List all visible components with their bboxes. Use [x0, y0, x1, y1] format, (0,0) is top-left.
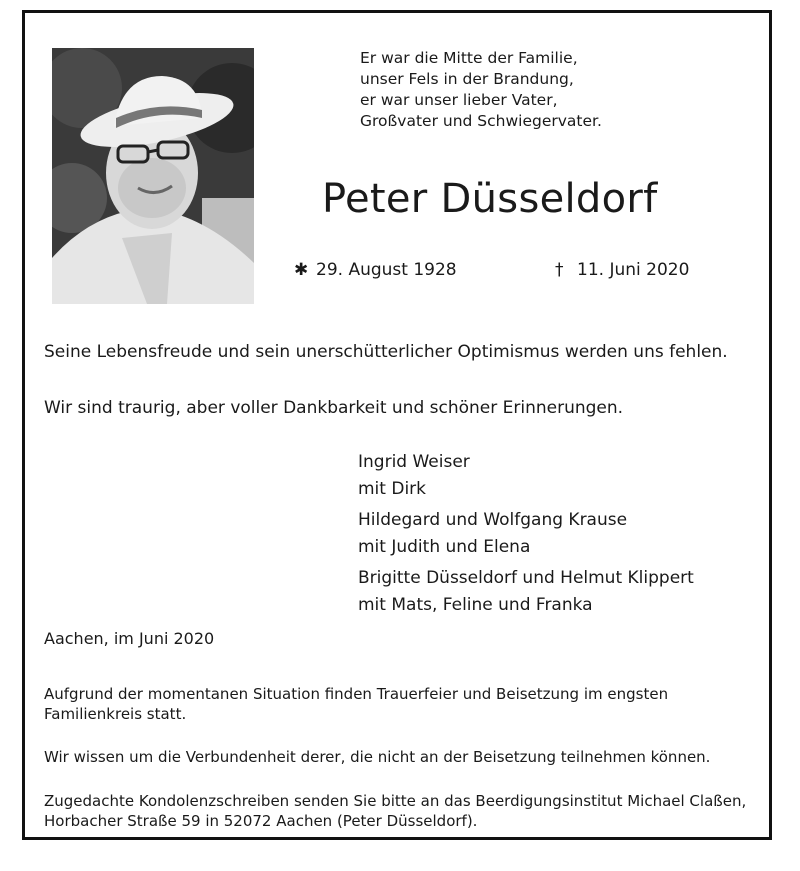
- mourner-relatives: mit Mats, Feline und Franka: [358, 595, 593, 615]
- motto-line: Er war die Mitte der Familie,: [360, 49, 578, 67]
- mourner-relatives: mit Judith und Elena: [358, 537, 531, 557]
- tribute-paragraph: Seine Lebensfreude und sein unerschütterlicher Optimismus werden uns fehlen.: [44, 342, 728, 362]
- place-date: Aachen, im Juni 2020: [44, 629, 215, 648]
- gratitude-paragraph: Wir sind traurig, aber voller Dankbarkeit und schöner Erinnerungen.: [44, 398, 624, 418]
- mourners-list: [358, 449, 694, 623]
- mourner-group: [358, 565, 694, 619]
- mourner-name: Hildegard und Wolfgang Krause: [358, 510, 628, 530]
- motto-line: Großvater und Schwiegervater.: [360, 112, 602, 130]
- death-cross-icon: †: [555, 260, 564, 280]
- mourner-group: [358, 449, 694, 503]
- motto-verse: [360, 48, 602, 132]
- death-date: [555, 260, 689, 280]
- deceased-name: Peter Düsseldorf: [322, 176, 658, 222]
- condolence-address-note: Zugedachte Kondolenzschreiben senden Sie bitte an das Beerdigungsinstitut Michael Claßen, Horbacher Straße 59 in 52072 Aachen (Peter Düsseldorf).: [44, 792, 747, 830]
- death-date-text: 11. Juni 2020: [577, 260, 690, 280]
- birth-date: [294, 260, 457, 280]
- mourner-group: [358, 507, 694, 561]
- mourner-name: Brigitte Düsseldorf und Helmut Klippert: [358, 568, 694, 588]
- portrait-photo: [52, 48, 254, 304]
- mourner-relatives: mit Dirk: [358, 479, 426, 499]
- funeral-note: Aufgrund der momentanen Situation finden Trauerfeier und Beisetzung im engsten Familienkreis statt.: [44, 685, 669, 723]
- motto-line: er war unser lieber Vater,: [360, 91, 558, 109]
- motto-line: unser Fels in der Brandung,: [360, 70, 574, 88]
- mourner-name: Ingrid Weiser: [358, 452, 470, 472]
- birth-star-icon: ✱: [294, 260, 309, 280]
- birth-date-text: 29. August 1928: [316, 260, 457, 280]
- solidarity-note: Wir wissen um die Verbundenheit derer, die nicht an der Beisetzung teilnehmen können.: [44, 748, 711, 766]
